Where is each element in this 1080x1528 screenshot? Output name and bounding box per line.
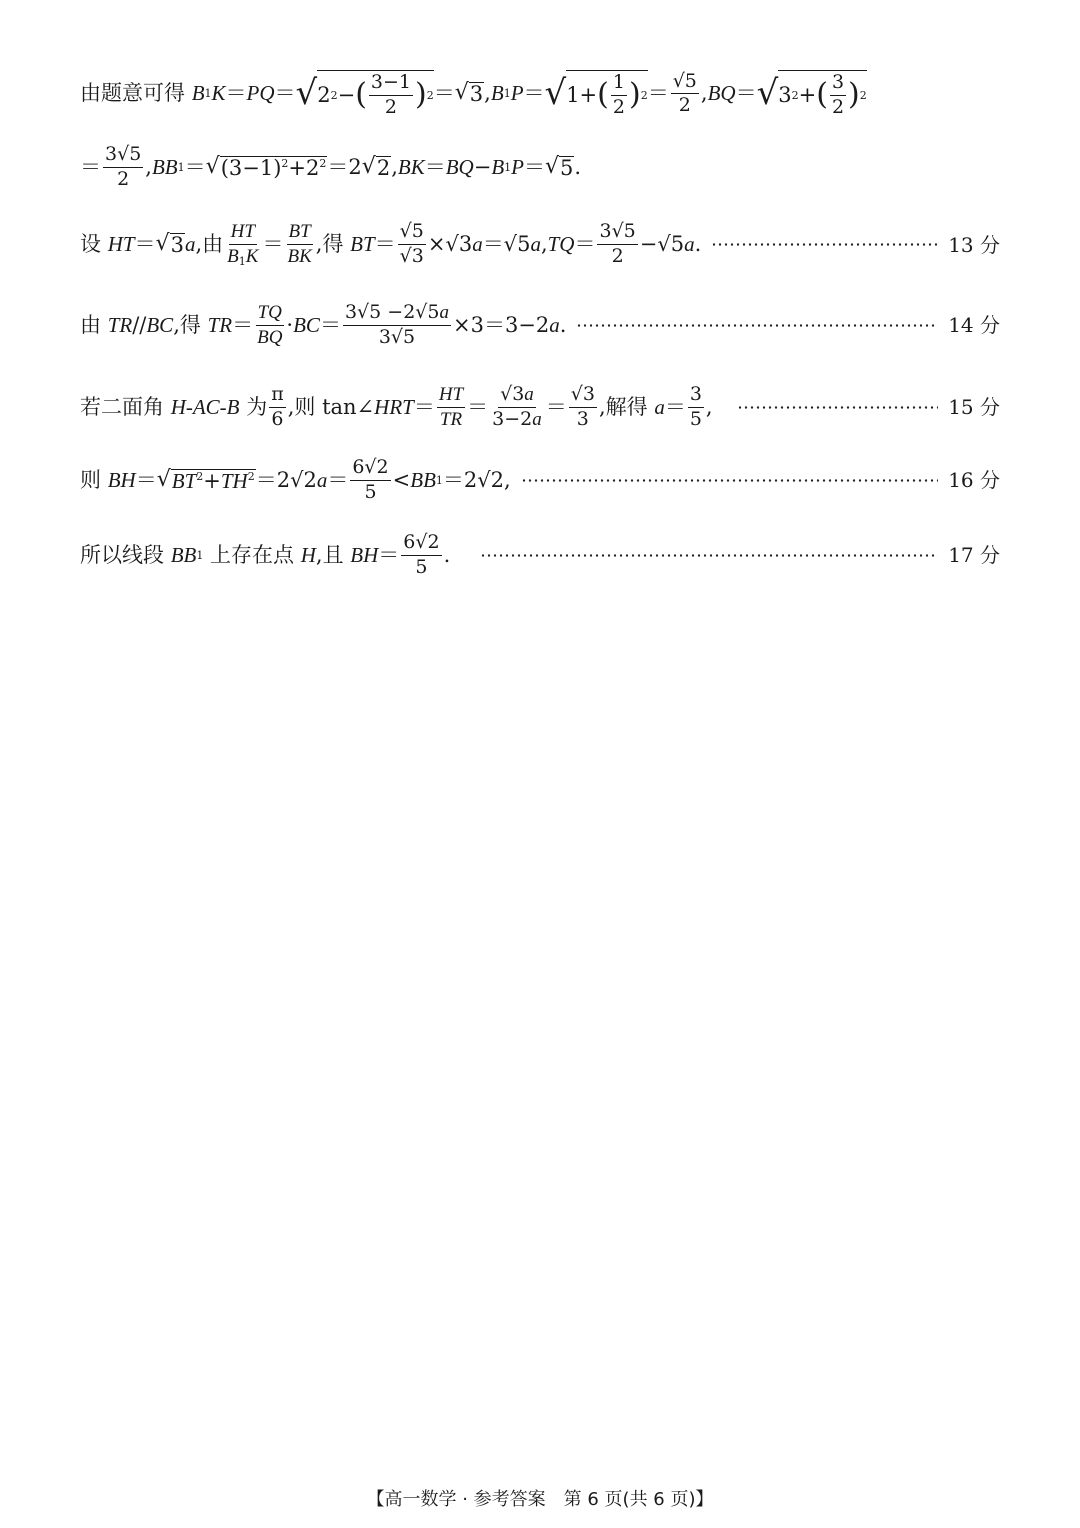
step-text: 则	[80, 467, 101, 492]
step-text: 由	[80, 312, 101, 337]
step-text: 得	[179, 312, 201, 337]
step-text: 由	[202, 232, 224, 257]
intro-text: 由题意可得	[80, 81, 185, 106]
solution-line-2: ＝ $\frac{3√5}{2}$ , BB 1 ＝ √ $(3-1)^2+2^2$ ＝2 √ 2 , BK ＝ BQ − B 1 P ＝ √ 5 .	[80, 143, 582, 190]
solution-line-4: 由 TR // BC , 得 TR ＝ $\frac{TQ}{BQ}$ · BC ＝ $\frac{3√5 -2√5a}{3√5}$ ×3＝3−2 a . 14 分	[80, 301, 1000, 348]
score-label: 15 分	[948, 395, 1000, 420]
solution-line-5: 若二面角 H-AC-B 为 $\frac{\pi}{6}$ , 则 tan∠ HRT ＝ $\frac{HT}{TR}$ ＝ $\frac{√3a}{3-2a}$ ＝ $\frac{√3}{3}$ , 解得 a ＝ $\frac{3}{5}$ , 15 分	[80, 383, 1000, 430]
step-text: 解得	[605, 394, 648, 419]
dot-leader	[711, 243, 938, 246]
score-label: 17 分	[948, 543, 1000, 568]
step-text: 且	[322, 542, 344, 567]
step-text: 设	[80, 232, 101, 257]
dot-leader	[521, 479, 939, 482]
step-text: 若二面角	[80, 394, 164, 419]
dot-leader	[576, 324, 938, 327]
step-text: 为	[246, 394, 268, 419]
step-text: 上存在点	[210, 542, 295, 567]
solution-line-3: 设 HT ＝ √ 3 a , 由 $\frac{HT}{B_1K}$ ＝ $\frac{BT}{BK}$ , 得 BT ＝ $\frac{√5}{√3}$ ×√3 a ＝√5 a , TQ ＝ $\frac{3√5}{2}$ −√5 a . 13 分	[80, 220, 1000, 268]
score-label: 13 分	[948, 232, 1000, 257]
step-text: 得	[322, 232, 344, 257]
score-label: 14 分	[948, 313, 1000, 338]
dihedral-angle-name: H-AC-B	[170, 394, 240, 419]
score-label: 16 分	[948, 468, 1000, 493]
step-text: 所以线段	[80, 542, 164, 567]
dot-leader	[737, 406, 939, 409]
solution-line-6: 则 BH ＝ √ $BT^2+TH^2$ ＝2√2 a ＝ $\frac{6√2}{5}$ < BB 1 ＝2√2, 16 分	[80, 456, 1000, 503]
solution-line-7: 所以线段 BB 1 上存在点 H , 且 BH ＝ $\frac{6√2}{5}$ . 17 分	[80, 531, 1000, 578]
page-footer: 【高一数学 · 参考答案 第 6 页(共 6 页)】	[366, 1489, 714, 1510]
solution-line-1: 由题意可得 B 1 K ＝ PQ ＝ √ 2 2 − ( $\frac{3-1}{2}$ ) 2 ＝ √ 3 , B 1 P ＝ √ 1+ ( $\frac{1}{2}$ ) 2 ＝ $\frac{√5}{2}$ , BQ ＝ √ 3 2 + ( $\frac{3}{2}$ ) 2	[80, 69, 867, 118]
step-text: 则	[294, 394, 316, 419]
dot-leader	[480, 554, 938, 557]
